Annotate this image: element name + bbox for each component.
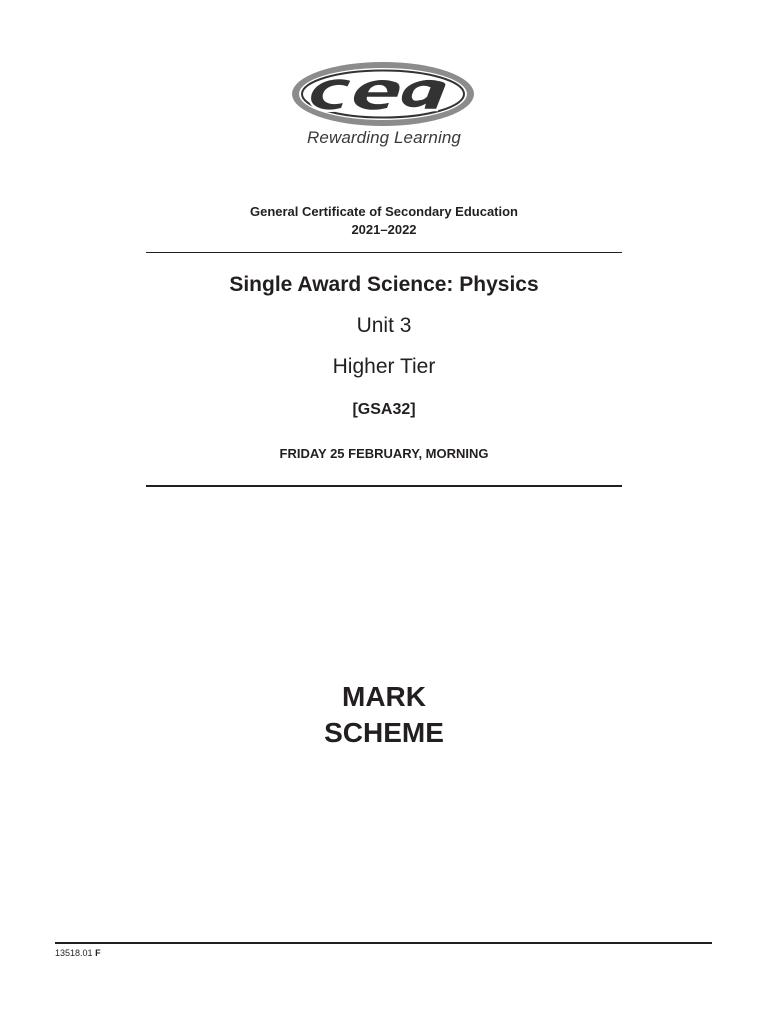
cea-logo	[290, 60, 476, 128]
tier-label: Higher Tier	[332, 355, 436, 378]
footer-divider	[55, 942, 712, 944]
document-title-line2: SCHEME	[324, 717, 444, 748]
bottom-divider	[146, 485, 622, 487]
logo-tagline: Rewarding Learning	[307, 128, 461, 147]
unit-label: Unit 3	[356, 314, 412, 337]
subject-title: Single Award Science: Physics	[229, 273, 539, 296]
footer-reference	[55, 948, 101, 958]
reference-number: 13518.01	[55, 948, 93, 958]
document-title	[0, 679, 768, 751]
paper-code: [GSA32]	[352, 401, 416, 418]
academic-years: 2021–2022	[351, 222, 417, 237]
document-title-line1: MARK	[342, 681, 426, 712]
exam-date: FRIDAY 25 FEBRUARY, MORNING	[279, 446, 489, 461]
reference-suffix: F	[95, 948, 101, 958]
top-divider	[146, 252, 622, 253]
qualification-title: General Certificate of Secondary Education	[249, 204, 519, 219]
